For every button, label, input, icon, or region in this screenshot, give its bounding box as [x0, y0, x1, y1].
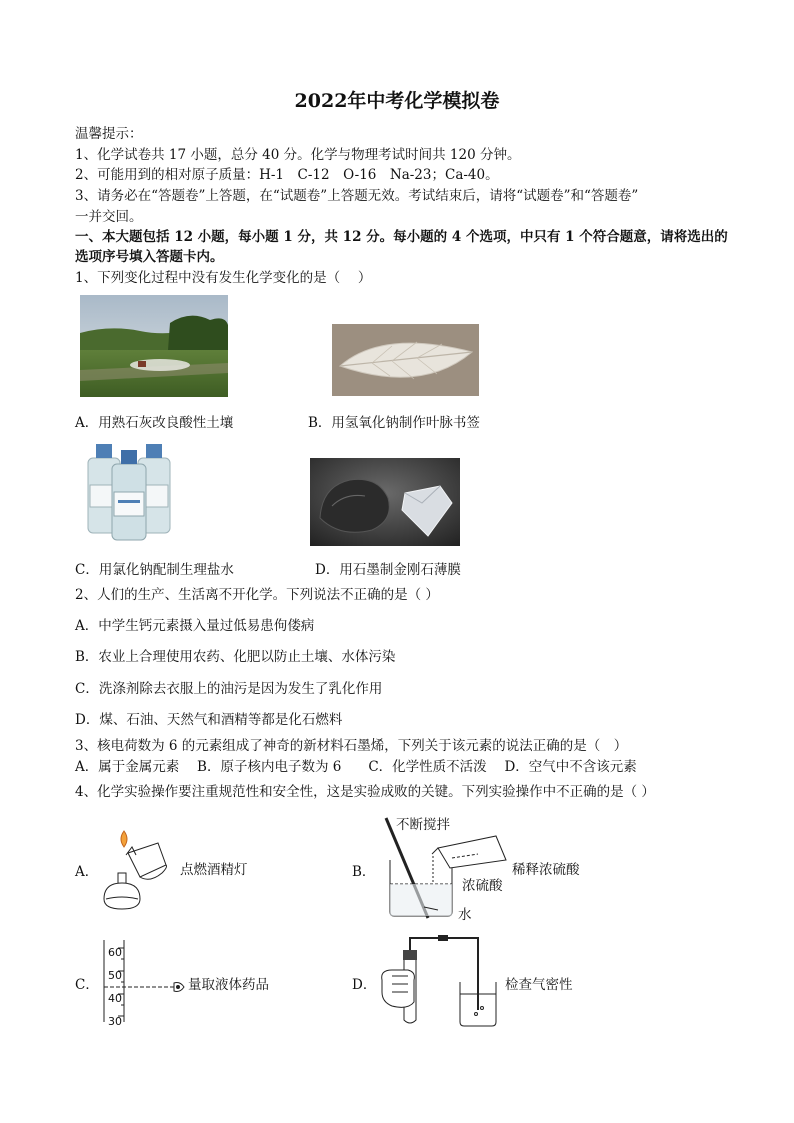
q3-options: A．属于金属元素 B．原子核内电子数为 6 C．化学性质不活泼 D．空气中不含该元素 — [75, 759, 637, 775]
cylinder-tick-labels — [108, 941, 122, 1033]
tick-label-30: 30 — [108, 1015, 122, 1028]
q1-option-d: D．用石墨制金刚石薄膜 — [315, 562, 461, 578]
q4-option-b-label: 稀释浓硫酸 — [512, 862, 580, 878]
airtightness-diagram — [378, 932, 503, 1028]
q4-option-a-letter: A． — [75, 864, 99, 880]
q1-stem: 1、下列变化过程中没有发生化学变化的是（ ） — [75, 270, 372, 286]
q4-option-d-label: 检查气密性 — [505, 977, 573, 993]
graphite-diamond-photo — [310, 458, 460, 546]
q4-option-b-stir-label: 不断搅拌 — [396, 817, 450, 833]
q4-option-b-acid-label: 浓硫酸 — [462, 878, 503, 894]
q2-option-d: D．煤、石油、天然气和酒精等都是化石燃料 — [75, 712, 343, 728]
q2-option-c: C．洗涤剂除去衣服上的油污是因为发生了乳化作用 — [75, 681, 383, 697]
q1-option-c: C．用氯化钠配制生理盐水 — [75, 562, 234, 578]
tip-3: 3、请务必在“答题卷”上答题，在“试题卷”上答题无效。考试结束后，请将“试题卷”和“答题卷” — [75, 188, 639, 204]
q4-option-c-letter: C． — [75, 977, 99, 993]
alcohol-lamp-diagram — [96, 825, 181, 913]
tips-heading: 温馨提示： — [75, 126, 143, 142]
q4-option-c-label: 量取液体药品 — [188, 977, 269, 993]
q2-option-a: A．中学生钙元素摄入量过低易患佝偻病 — [75, 618, 315, 634]
tip-2: 2、可能用到的相对原子质量：H-1 C-12 O-16 Na-23；Ca-40。 — [75, 167, 499, 183]
q4-stem: 4、化学实验操作要注重规范性和安全性，这是实验成败的关键。下列实验操作中不正确的是（ ） — [75, 784, 655, 800]
q1-option-b: B．用氢氧化钠制作叶脉书签 — [308, 415, 480, 431]
q4-option-b-letter: B． — [352, 864, 376, 880]
tip-4: 一并交回。 — [75, 209, 143, 225]
q4-option-b-water-label: 水 — [458, 907, 472, 923]
field-photo — [80, 295, 228, 397]
q4-option-a-label: 点燃酒精灯 — [180, 862, 248, 878]
saline-bottles-photo — [80, 440, 176, 543]
q2-option-b: B．农业上合理使用农药、化肥以防止土壤、水体污染 — [75, 649, 396, 665]
section-heading-line1: 一、本大题包括 12 小题，每小题 1 分，共 12 分。每小题的 4 个选项，中只有 1 个符合题意，请将选出的 — [75, 229, 728, 245]
q1-option-a: A．用熟石灰改良酸性土壤 — [75, 415, 234, 431]
tick-label-60: 60 — [108, 946, 122, 959]
q3-stem: 3、核电荷数为 6 的元素组成了神奇的新材料石墨烯，下列关于该元素的说法正确的是（ ） — [75, 738, 628, 754]
page-title: 2022年中考化学模拟卷 — [294, 90, 500, 112]
q4-option-d-letter: D． — [352, 977, 377, 993]
section-heading-line2: 选项序号填入答题卡内。 — [75, 249, 224, 265]
tick-label-40: 40 — [108, 992, 122, 1005]
q2-stem: 2、人们的生产、生活离不开化学。下列说法不正确的是（ ） — [75, 587, 439, 603]
tip-1: 1、化学试卷共 17 小题，总分 40 分。化学与物理考试时间共 120 分钟。 — [75, 147, 521, 163]
tick-label-50: 50 — [108, 969, 122, 982]
leaf-photo — [332, 324, 479, 396]
